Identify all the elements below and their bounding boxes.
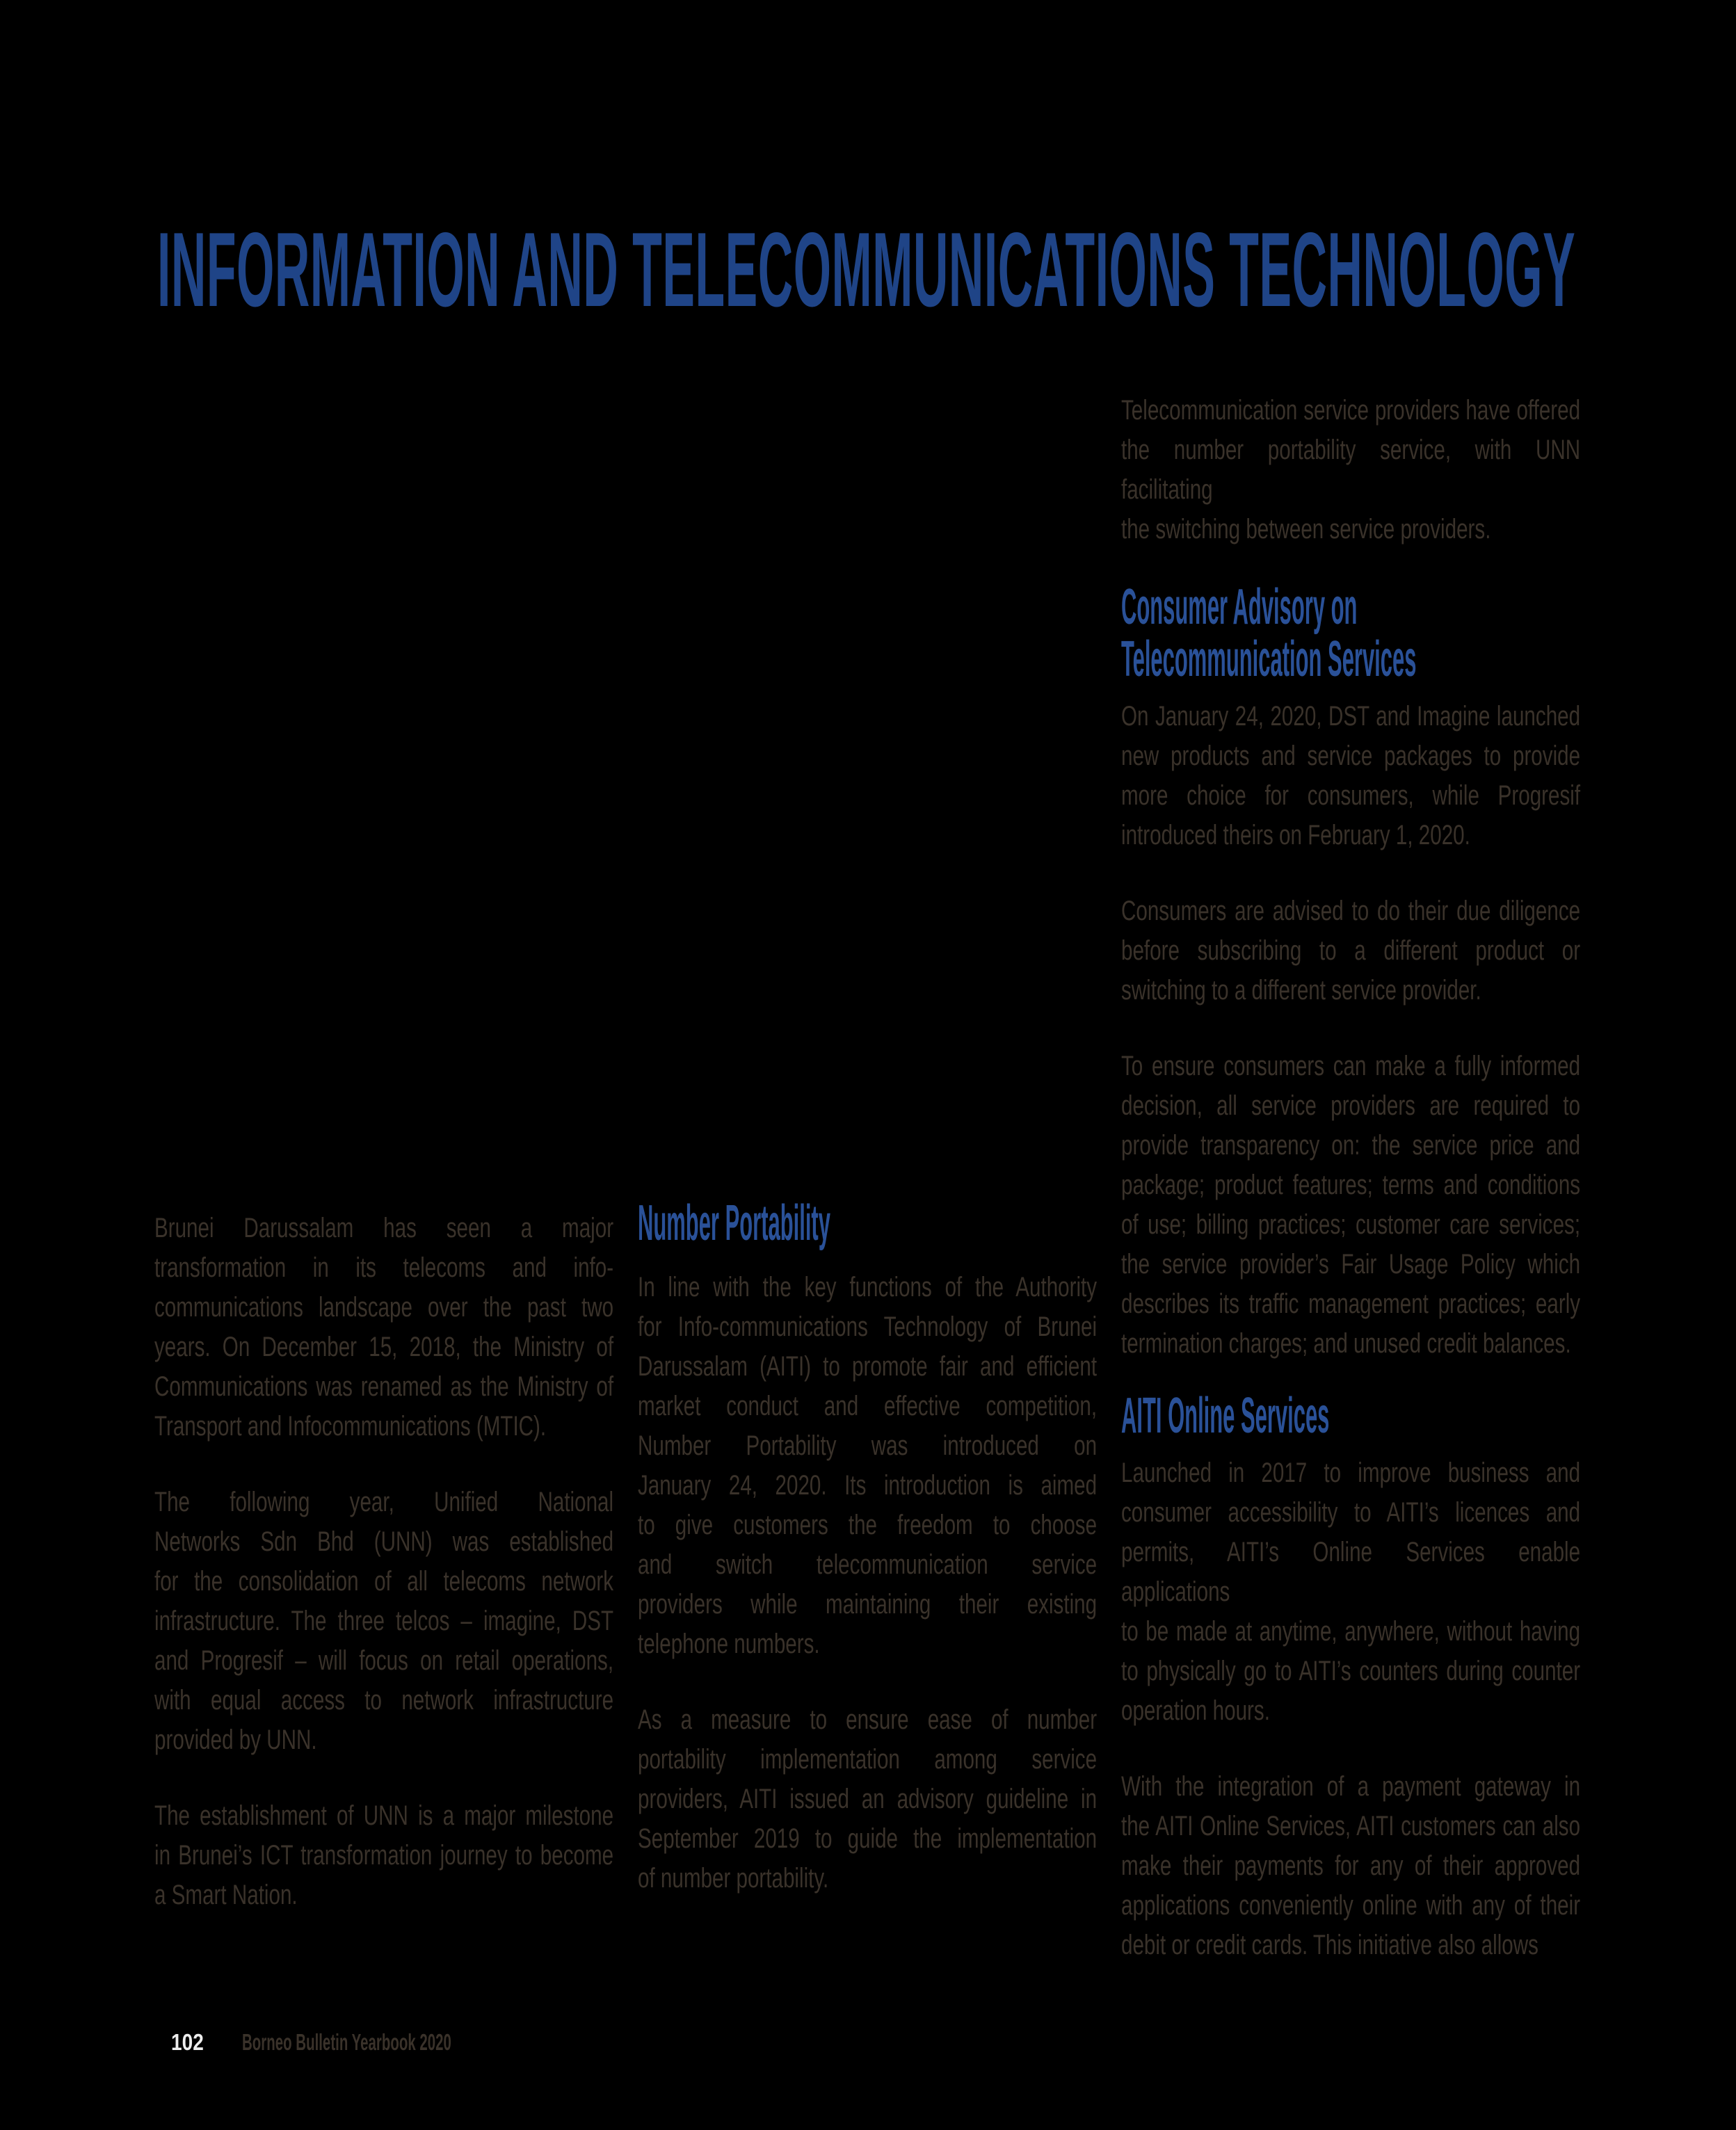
page-footer	[171, 2029, 579, 2056]
column-middle	[638, 1197, 1097, 1898]
footer-book-title: Borneo Bulletin Yearbook 2020	[242, 2029, 452, 2055]
paragraph: The following year, Unified National Networks Sdn Bhd (UNN) was established for the consolidation of all telecoms network infrastructure. The three telcos – imagine, DST and Progresif – will focus on retail operations, with equal access to network infrastructure provided by UNN.	[154, 1487, 614, 1755]
paragraph: With the integration of a payment gateway in the AITI Online Services, AITI customers can also make their payments for any of their approved applications conveniently online with any of their debit or credit cards. This initiative also allows	[1121, 1771, 1581, 1960]
paragraph: As a measure to ensure ease of number portability implementation among service providers, AITI issued an advisory guideline in September 2019 to guide the implementation of number portability.	[638, 1704, 1098, 1894]
paragraph: To ensure consumers can make a fully informed decision, all service providers are required to provide transparency on: the service price and package; product features; terms and conditions of use; billing practices; customer care services; the service provider’s Fair Usage Policy which describes its traffic management practices; early termination charges; and unused credit balances.	[1121, 1051, 1581, 1359]
paragraph: Launched in 2017 to improve business and consumer accessibility to AITI’s licences and permits, AITI’s Online Services enable applications to be made at anytime, anywhere, without having to physically go to AITI’s counters during counter operation hours.	[1121, 1458, 1581, 1726]
paragraph: Consumers are advised to do their due diligence before subscribing to a different product or switching to a different service provider.	[1121, 896, 1581, 1006]
page-number: 102	[171, 2029, 204, 2055]
paragraph: Telecommunication service providers have offered the number portability service, with UNN facilitating the switching between service providers.	[1121, 395, 1581, 544]
page-title: INFORMATION AND TELECOMMUNICATIONS TECHNOLOGY	[157, 211, 1576, 329]
section-heading-aiti-online-services: AITI Online Services	[1121, 1388, 1330, 1444]
column-left	[154, 1209, 613, 1915]
paragraph: Brunei Darussalam has seen a major transformation in its telecoms and info- communications landscape over the past two years. On December 15, 2018, the Ministry of Communications was renamed as the Ministry of Transport and Infocommunications (MTIC).	[154, 1213, 614, 1442]
column-right	[1121, 391, 1580, 1965]
section-heading-number-portability: Number Portability	[638, 1195, 830, 1251]
paragraph: On January 24, 2020, DST and Imagine launched new products and service packages to provide more choice for consumers, while Progresif introduced theirs on February 1, 2020.	[1121, 701, 1581, 850]
section-heading-consumer-advisory: Consumer Advisory on Telecommunication Services	[1121, 579, 1417, 687]
paragraph: In line with the key functions of the Authority for Info-communications Technology of Brunei Darussalam (AITI) to promote fair and efficient market conduct and effective competition, Number Portability was introduced on January 24, 2020. Its introduction is aimed to give customers the freedom to choose and switch telecommunication service providers while maintaining their existing telephone numbers.	[638, 1272, 1098, 1659]
paragraph: The establishment of UNN is a major milestone in Brunei’s ICT transformation journey to become a Smart Nation.	[154, 1800, 614, 1910]
